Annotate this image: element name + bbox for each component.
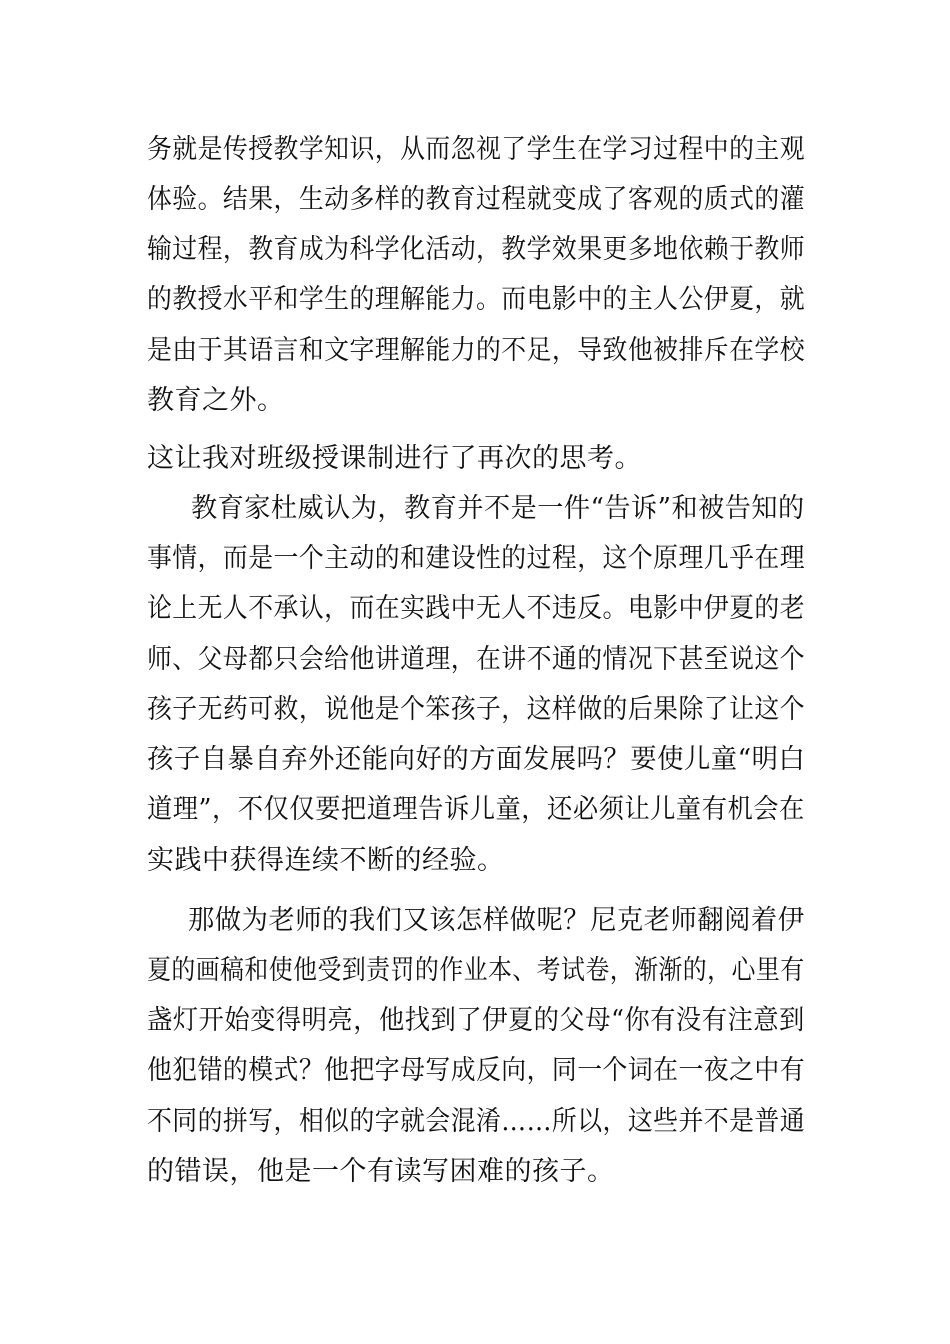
text-line: 孩子自暴自弃外还能向好的方面发展吗？要使儿童“明白 bbox=[147, 744, 806, 775]
text-line: 输过程，教育成为科学化活动，教学效果更多地依赖于教师 bbox=[147, 234, 805, 265]
text-line: 他犯错的模式？他把字母写成反向，同一个词在一夜之中有 bbox=[147, 1055, 805, 1086]
text-line: 是由于其语言和文字理解能力的不足，导致他被排斥在学校 bbox=[147, 335, 805, 366]
text-line: 教育之外。 bbox=[147, 385, 285, 416]
text-line: 道理”，不仅仅要把道理告诉儿童，还必须让儿童有机会在 bbox=[147, 794, 805, 825]
text-line: 体验。结果，生动多样的教育过程就变成了客观的质式的灌 bbox=[147, 184, 805, 215]
text-line: 不同的拼写，相似的字就会混淆……所以，这些并不是普通 bbox=[147, 1106, 805, 1137]
text-line: 孩子无药可救，说他是个笨孩子，这样做的后果除了让这个 bbox=[147, 694, 805, 725]
text-line: 那做为老师的我们又该怎样做呢？尼克老师翻阅着伊 bbox=[188, 905, 805, 936]
text-line: 夏的画稿和使他受到责罚的作业本、考试卷，渐渐的，心里有 bbox=[147, 955, 805, 986]
text-line: 师、父母都只会给他讲道理，在讲不通的情况下甚至说这个 bbox=[147, 644, 805, 675]
text-line: 盏灯开始变得明亮，他找到了伊夏的父母“你有没有注意到 bbox=[147, 1005, 805, 1036]
text-line: 实践中获得连续不断的经验。 bbox=[147, 845, 505, 876]
text-line: 教育家杜威认为，教育并不是一件“告诉”和被告知的 bbox=[191, 493, 805, 524]
text-line: 务就是传授教学知识，从而忽视了学生在学习过程中的主观 bbox=[147, 134, 805, 165]
text-line: 的错误，他是一个有读写困难的孩子。 bbox=[147, 1156, 615, 1187]
text-line: 的教授水平和学生的理解能力。而电影中的主人公伊夏，就 bbox=[147, 284, 805, 315]
text-line: 论上无人不承认，而在实践中无人不违反。电影中伊夏的老 bbox=[147, 593, 805, 624]
text-line: 这让我对班级授课制进行了再次的思考。 bbox=[147, 443, 642, 474]
text-line: 事情，而是一个主动的和建设性的过程，这个原理几乎在理 bbox=[147, 543, 805, 574]
